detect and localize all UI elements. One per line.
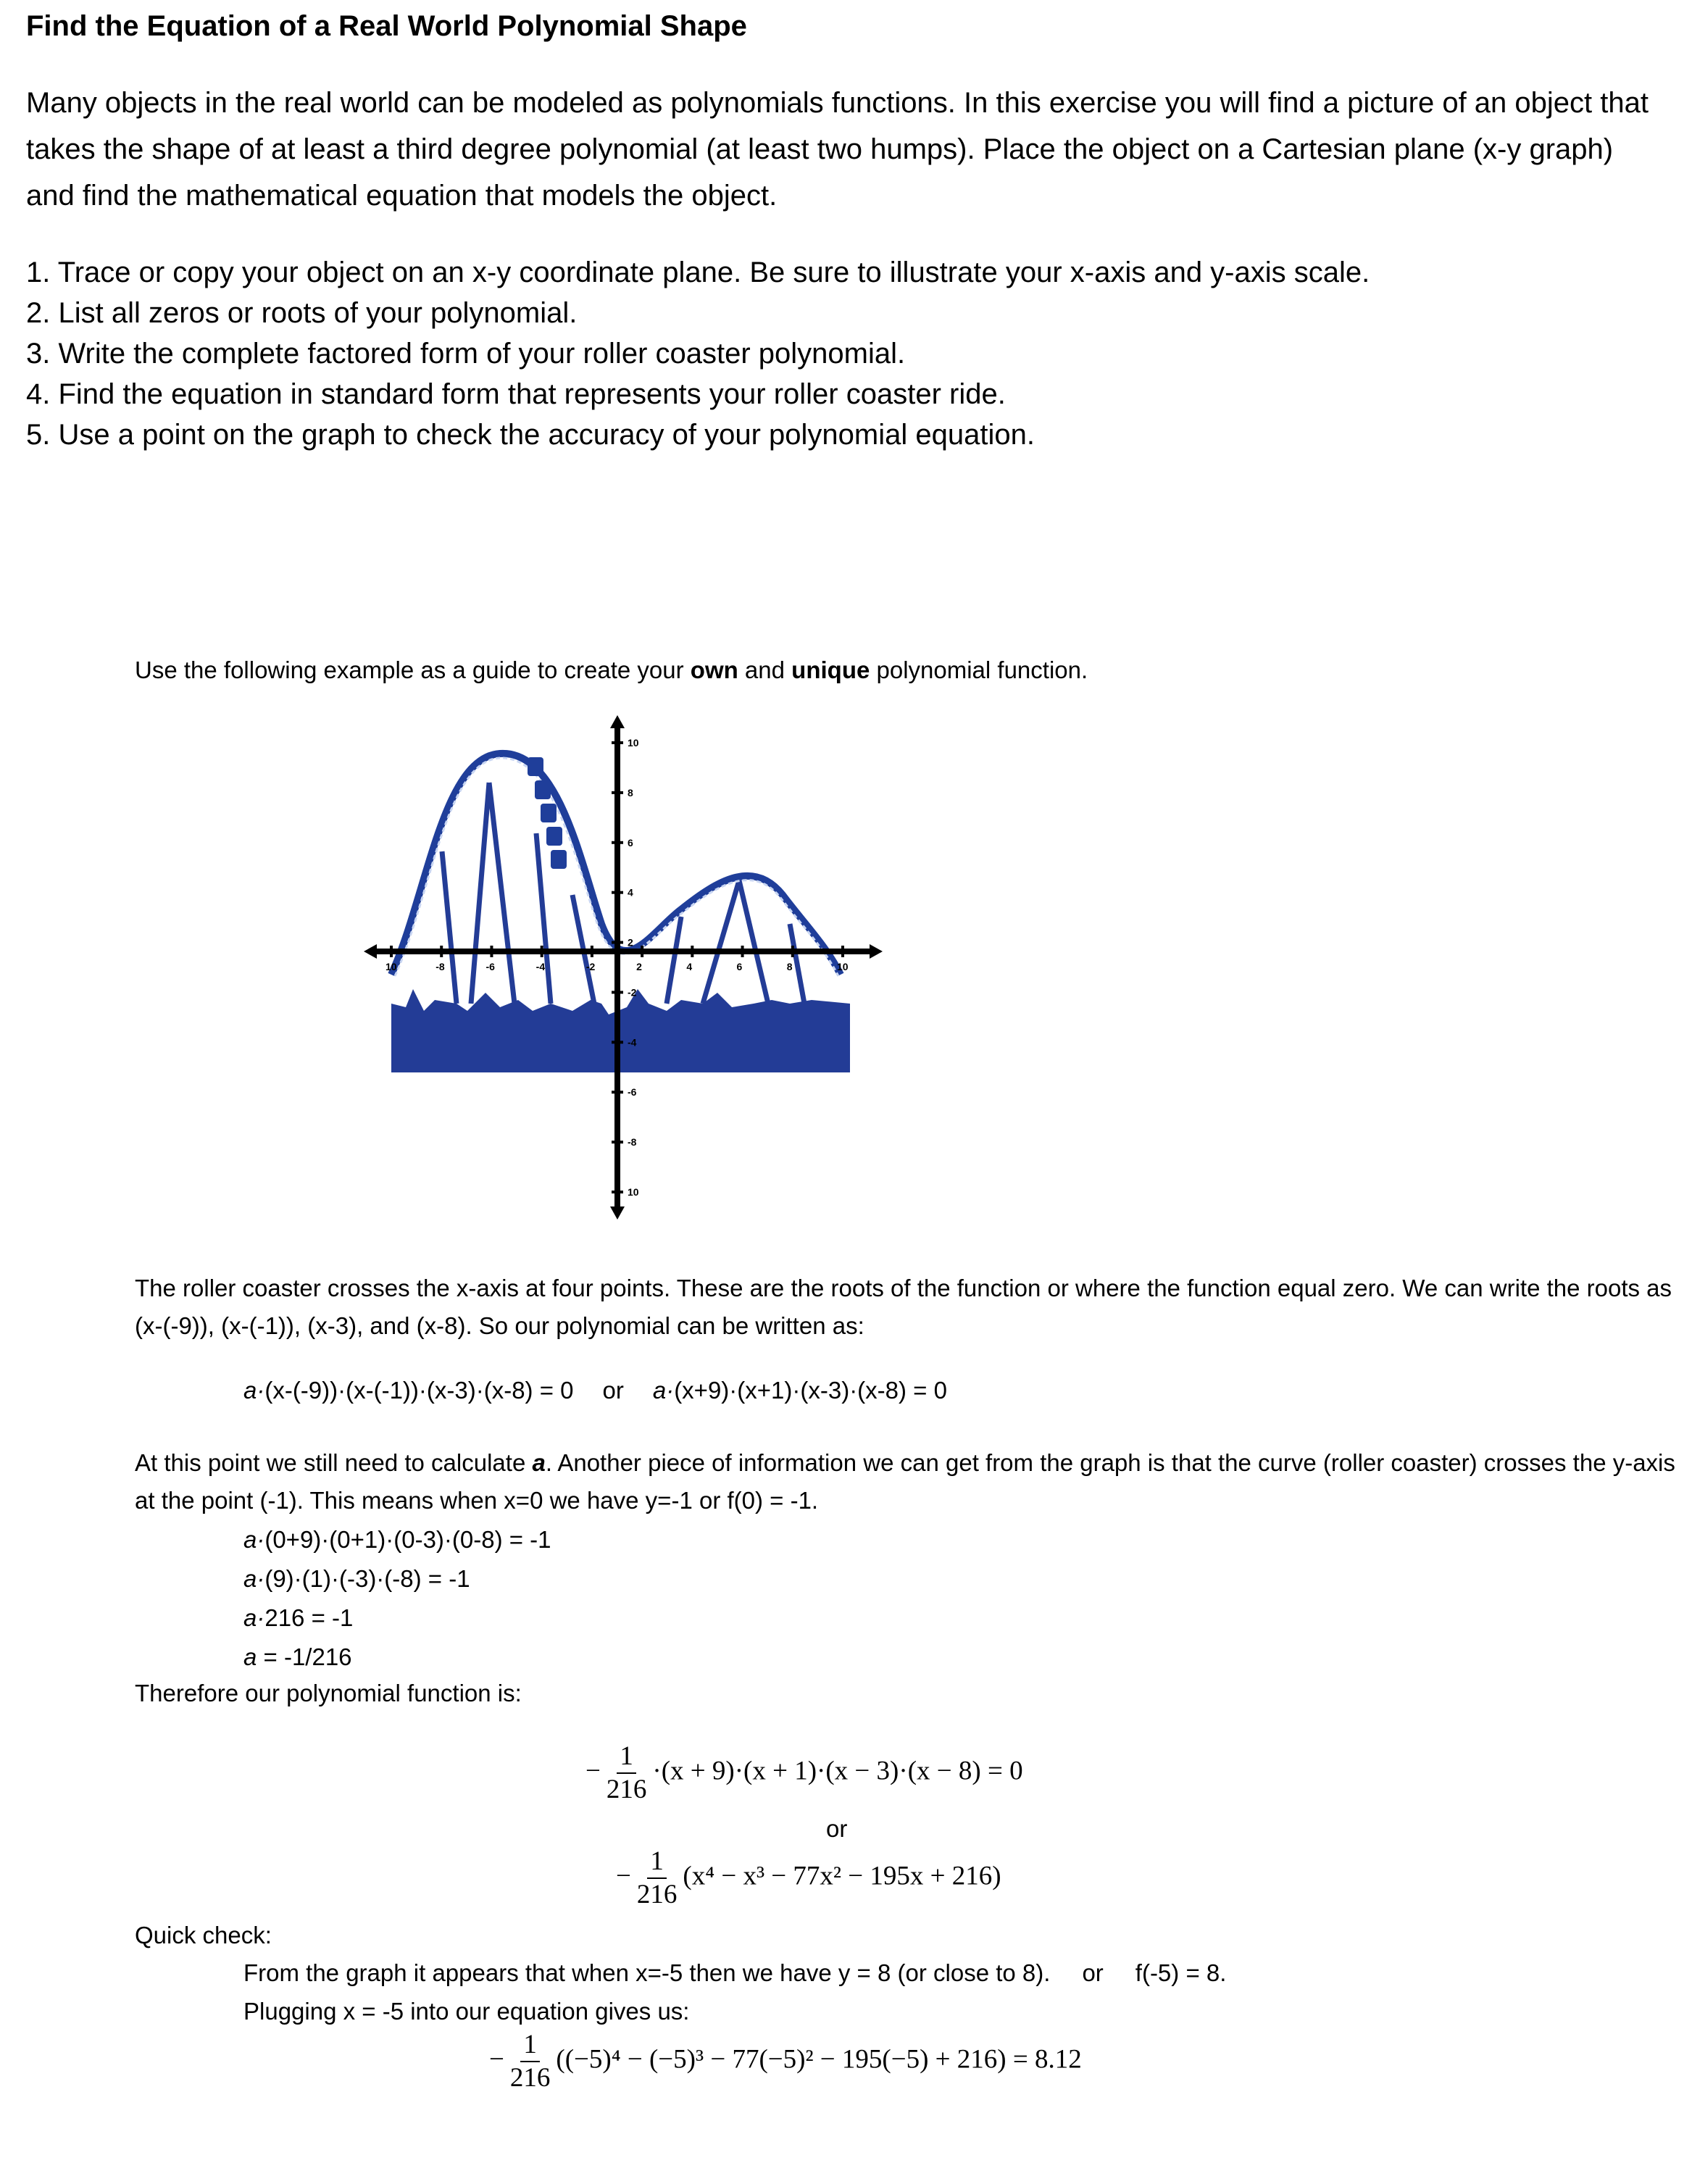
y-tick-label: 2 — [628, 936, 633, 949]
page-title: Find the Equation of a Real World Polynomial Shape — [26, 10, 747, 42]
x-tick-label: 4 — [686, 961, 693, 972]
y-tick-label: 8 — [628, 786, 633, 799]
roller-coaster-graph — [362, 714, 884, 1221]
x-tick-label: -4 — [535, 961, 546, 972]
x-tick-label: 2 — [636, 961, 642, 972]
roots-paragraph: The roller coaster crosses the x-axis at four points. These are the roots of the function or where the function equal zero. We can write the roots as (x-(-9)), (x-(-1)), (x-3), and (x-8). So our polynomial can be written as: — [135, 1275, 1672, 1339]
x-tick-label: -2 — [585, 961, 596, 972]
y-tick-label: -2 — [628, 986, 637, 999]
step-item: 3. Write the complete factored form of your roller coaster polynomial. — [26, 338, 906, 370]
equation-standard: − $\frac{1}{216}$ (x⁴ − x³ − 77x² − 195x + 216) — [616, 1846, 1001, 1909]
step-item: 1. Trace or copy your object on an x-y coordinate plane. Be sure to illustrate your x-axis and y-axis scale. — [26, 257, 1370, 288]
y-tick-label: -4 — [628, 1036, 637, 1049]
equation-check: − $\frac{1}{216}$ ((−5)⁴ − (−5)³ − 77(−5)² − 195(−5) + 216) = 8.12 — [489, 2030, 1082, 2093]
intro-paragraph: Many objects in the real world can be modeled as polynomials functions. In this exercise you will find a picture of an object that takes the shape of at least a third degree polynomial (at least two humps). Place the object on a Cartesian plane (x-y graph) and find the mathematical equation that models the object. — [26, 87, 1649, 212]
x-tick-label: 8 — [786, 961, 793, 972]
y-tick-label: 10 — [628, 737, 639, 749]
steps-list — [26, 252, 1370, 455]
step-item: 5. Use a point on the graph to check the accuracy of your polynomial equation. — [26, 419, 1035, 451]
y-tick-label: 6 — [628, 836, 633, 849]
check-line-1: From the graph it appears that when x=-5 then we have y = 8 (or close to 8). or f(-5) = 8. — [243, 1959, 1227, 1986]
therefore-line: Therefore our polynomial function is: — [135, 1680, 522, 1706]
y-tick-label: 10 — [628, 1186, 639, 1198]
step-item: 4. Find the equation in standard form that represents your roller coaster ride. — [26, 378, 1006, 410]
y-tick-label: -8 — [628, 1136, 637, 1149]
x-tick-label: 6 — [736, 961, 743, 972]
quick-check-label: Quick check: — [135, 1922, 272, 1948]
step-item: 2. List all zeros or roots of your polynomial. — [26, 297, 578, 329]
ground-silhouette — [391, 989, 850, 1072]
solve-steps: a·(0+9)·(0+1)·(0-3)·(0-8) = -1 a·(9)·(1)·(-3)·(-8) = -1 a·216 = -1 a = -1/216 — [243, 1526, 551, 1670]
x-tick-label: 10 — [837, 961, 849, 972]
a-paragraph: At this point we still need to calculate a. Another piece of information we can get from the graph is that the curve (roller coaster) crosses the y-axis at the point (-1). This means when x=0 we have y=-1 or f(0) = -1. — [135, 1449, 1675, 1514]
factored-form-line: a·(x-(-9))·(x-(-1))·(x-3)·(x-8) = 0 or a·(x+9)·(x+1)·(x-3)·(x-8) = 0 — [243, 1377, 947, 1404]
y-tick-label: 4 — [628, 886, 633, 899]
x-tick-label: -8 — [435, 961, 445, 972]
equation-or: or — [826, 1815, 848, 1842]
guide-sentence: Use the following example as a guide to create your own and unique polynomial function. — [135, 657, 1088, 683]
x-tick-label: 10 — [386, 961, 397, 972]
x-tick-label: -6 — [485, 961, 495, 972]
equation-factored: − $\frac{1}{216}$ ·(x + 9)·(x + 1)·(x − 3)·(x − 8) = 0 — [585, 1741, 1023, 1804]
check-line-2: Plugging x = -5 into our equation gives us: — [243, 1998, 690, 2025]
y-tick-label: -6 — [628, 1086, 637, 1099]
